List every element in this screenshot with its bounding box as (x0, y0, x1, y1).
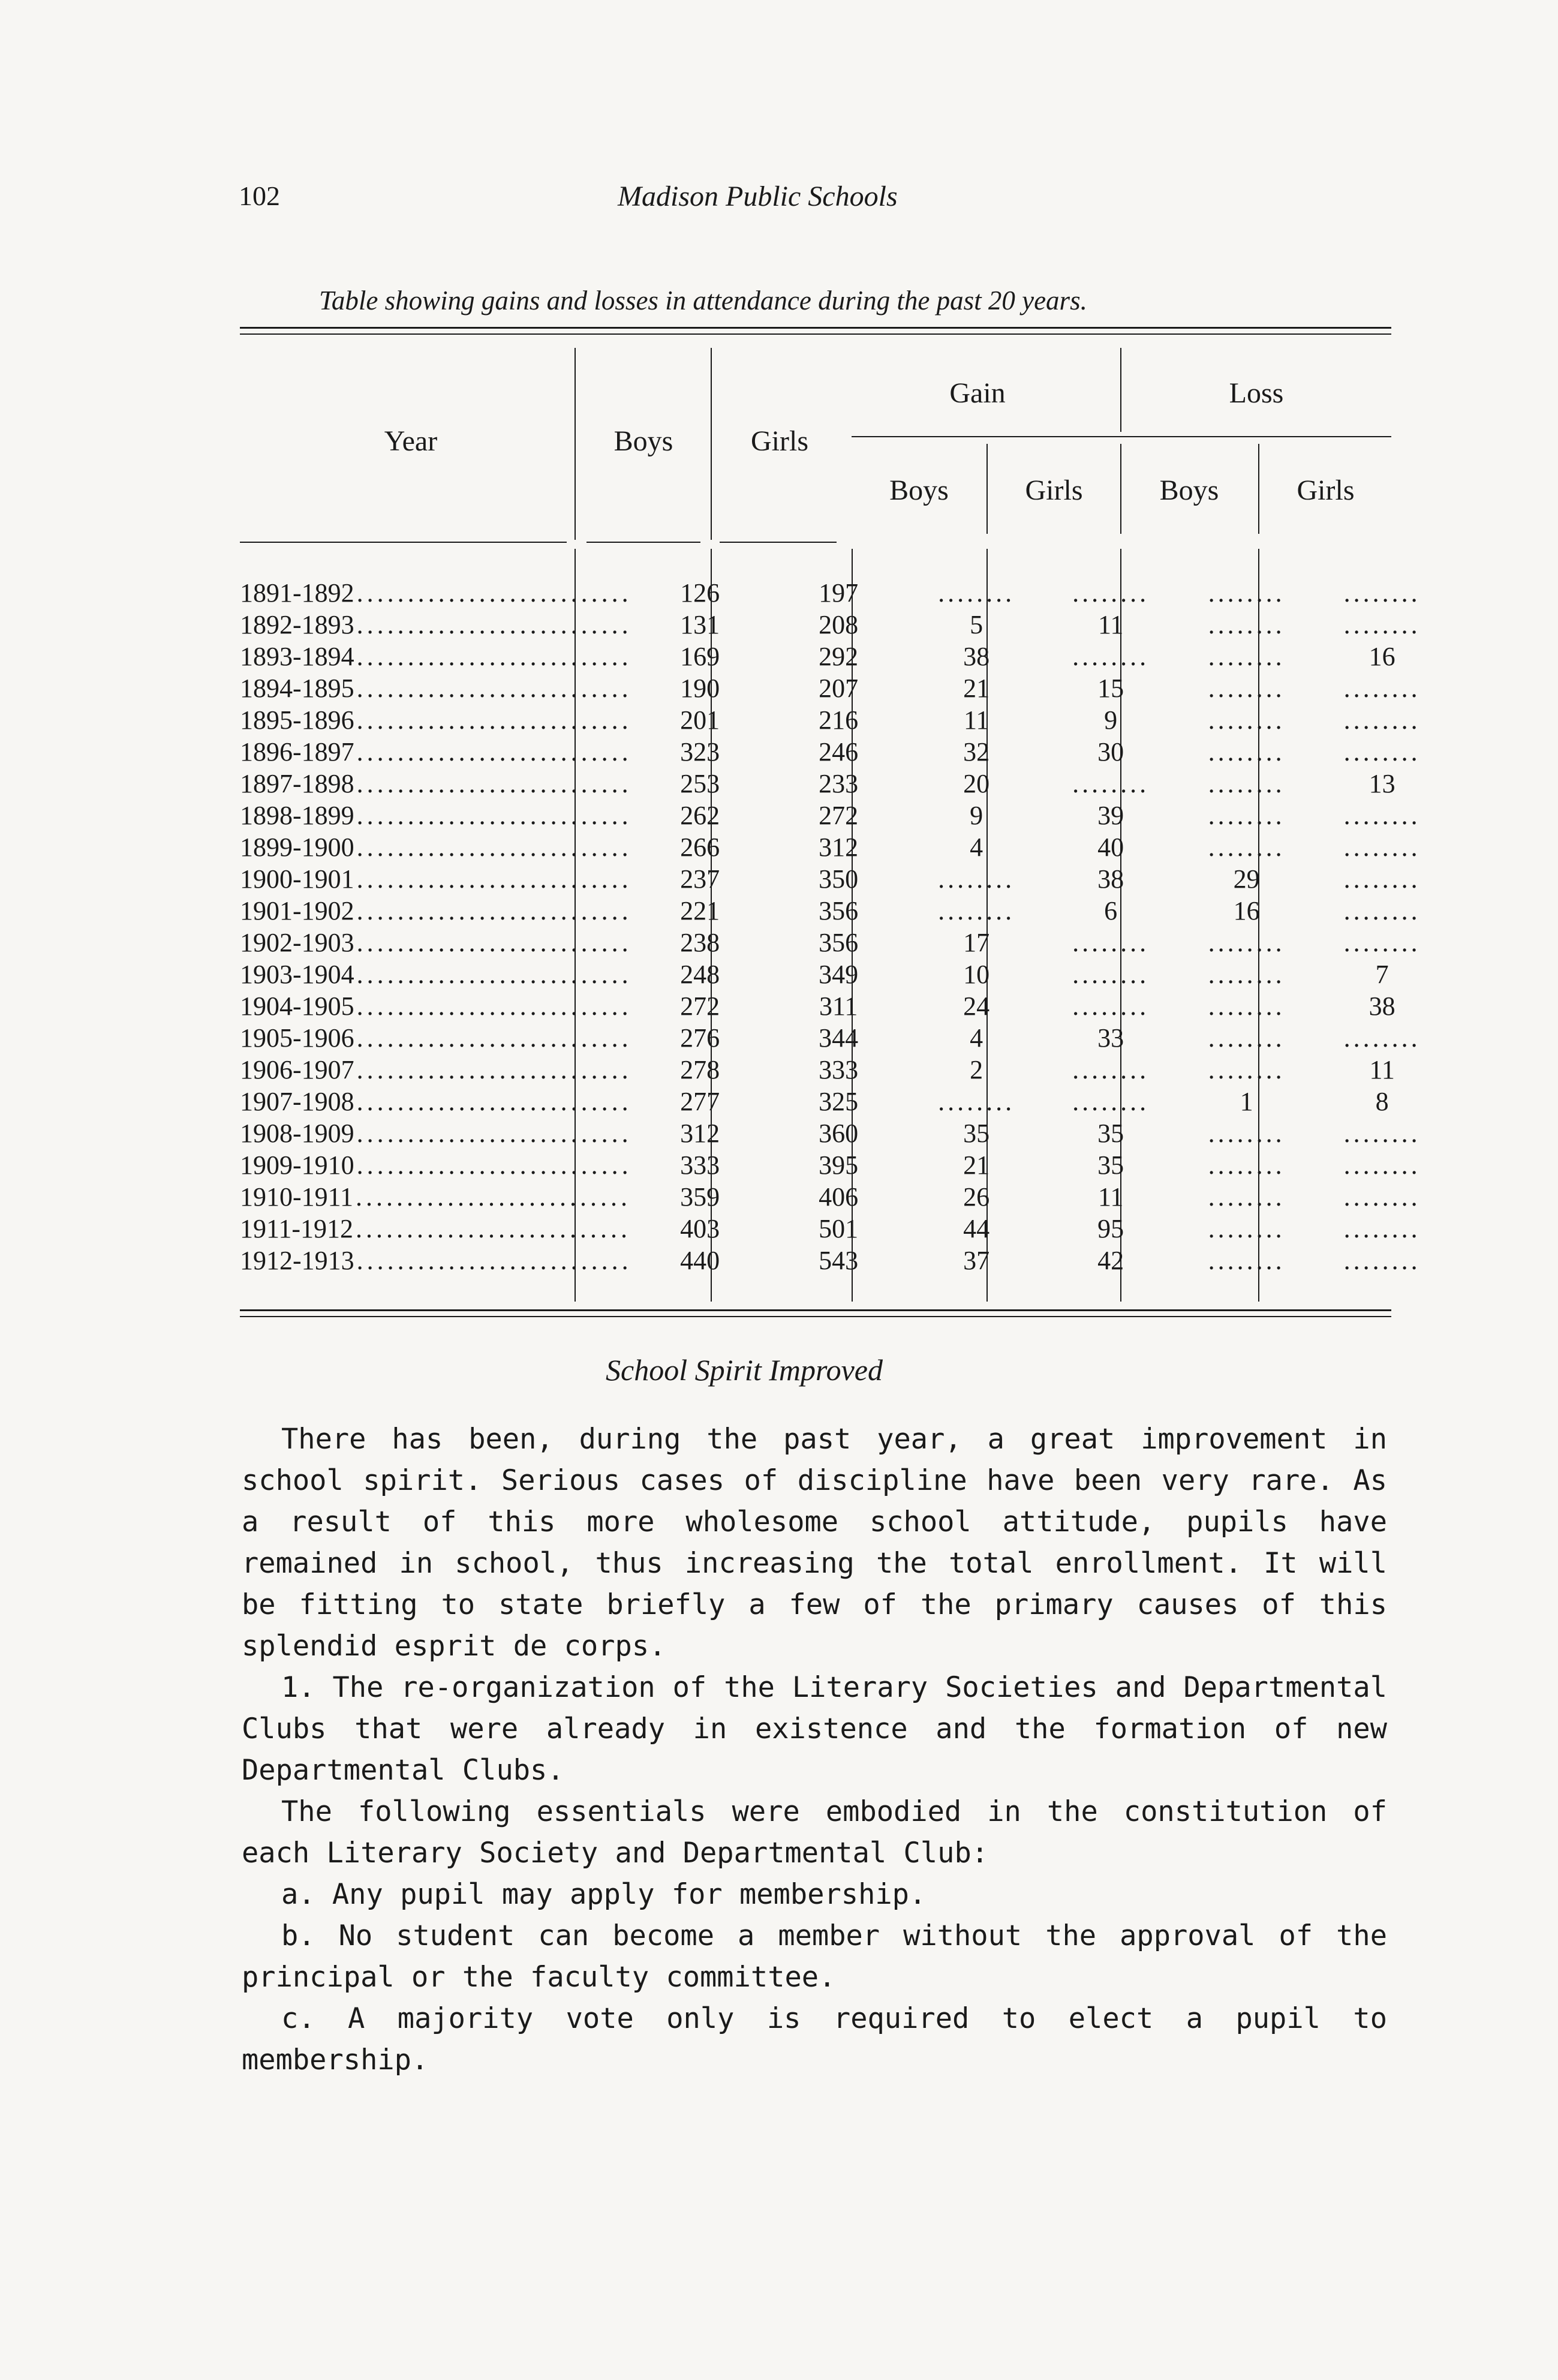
year-cell: 1910-1911........................... (240, 1182, 631, 1212)
table-row (240, 672, 1449, 704)
year-cell: 1912-1913........................... (240, 1246, 632, 1275)
year-cell: 1909-1910........................... (240, 1150, 632, 1180)
gain-girls-cell: 35 (1097, 1150, 1124, 1180)
year-label: 1892-1893 (240, 610, 357, 639)
gain-girls-cell: 42 (1097, 1246, 1124, 1275)
boys-cell: 169 (680, 642, 720, 671)
header-year: Year (384, 425, 438, 457)
girls-cell: 356 (819, 896, 859, 925)
header-gain-girls: Girls (1025, 474, 1083, 506)
empty-cell: ........ (1343, 1246, 1421, 1275)
empty-cell: ........ (1208, 960, 1285, 989)
empty-cell: ........ (938, 896, 1015, 925)
year-label: 1903-1904 (240, 960, 357, 989)
empty-cell: ........ (1208, 1150, 1285, 1180)
empty-cell: ........ (1208, 578, 1285, 608)
year-cell: 1898-1899........................... (240, 801, 632, 830)
gain-boys-cell: 9 (970, 801, 983, 830)
empty-cell: ........ (1343, 674, 1421, 703)
empty-cell: ........ (938, 578, 1015, 608)
table-row (240, 704, 1449, 736)
table-row (240, 1213, 1449, 1245)
boys-cell: 190 (680, 674, 720, 703)
table-row (240, 1117, 1449, 1149)
gain-boys-cell: 21 (963, 674, 990, 703)
divider (1258, 444, 1259, 534)
year-cell: 1892-1893........................... (240, 610, 632, 639)
page-number: 102 (239, 181, 280, 211)
year-label: 1911-1912 (240, 1214, 356, 1243)
boys-cell: 333 (680, 1150, 720, 1180)
gain-girls-cell: 39 (1097, 801, 1124, 830)
empty-cell: ........ (1343, 896, 1421, 925)
header-girls: Girls (751, 425, 808, 457)
gain-girls-cell: 38 (1097, 864, 1124, 894)
year-label: 1904-1905 (240, 991, 357, 1021)
gain-girls-cell: 9 (1104, 705, 1118, 735)
loss-girls-cell: 38 (1368, 991, 1395, 1021)
empty-cell: ........ (1072, 1087, 1150, 1116)
header-loss-girls: Girls (1297, 474, 1355, 506)
gain-boys-cell: 37 (963, 1246, 990, 1275)
gain-boys-cell: 5 (970, 610, 983, 639)
year-label: 1906-1907 (240, 1055, 357, 1084)
empty-cell: ........ (1208, 705, 1285, 735)
divider (986, 444, 988, 534)
boys-cell: 126 (680, 578, 720, 608)
gain-boys-cell: 17 (963, 928, 990, 957)
year-label: 1908-1909 (240, 1119, 357, 1148)
empty-cell: ........ (938, 864, 1015, 894)
header-loss-boys: Boys (1159, 474, 1219, 506)
paragraph: The following essentials were embodied in the constitution of each Literary Society and Departmental Club: (242, 1795, 1387, 1870)
empty-cell: ........ (1208, 991, 1285, 1021)
year-cell: 1903-1904........................... (240, 960, 632, 989)
year-label: 1909-1910 (240, 1150, 357, 1180)
boys-cell: 201 (680, 705, 720, 735)
boys-cell: 237 (680, 864, 720, 894)
girls-cell: 501 (819, 1214, 859, 1243)
table-row (240, 831, 1449, 863)
empty-cell: ........ (1343, 801, 1421, 830)
empty-cell: ........ (1072, 578, 1150, 608)
header-gain-boys: Boys (889, 474, 949, 506)
gain-girls-cell: 6 (1104, 896, 1118, 925)
running-title: Madison Public Schools (618, 181, 898, 212)
empty-cell: ........ (1343, 1214, 1421, 1243)
table-bottom-rule (240, 1309, 1391, 1311)
table-row (240, 1149, 1449, 1181)
boys-cell: 238 (680, 928, 720, 957)
year-label: 1902-1903 (240, 928, 357, 957)
year-cell: 1895-1896........................... (240, 705, 632, 735)
boys-cell: 323 (680, 737, 720, 767)
girls-cell: 333 (819, 1055, 859, 1084)
table-row (240, 1054, 1449, 1086)
empty-cell: ........ (1343, 737, 1421, 767)
boys-cell: 262 (680, 801, 720, 830)
empty-cell: ........ (1208, 769, 1285, 798)
empty-cell: ........ (1208, 1246, 1285, 1275)
year-cell: 1908-1909........................... (240, 1119, 632, 1148)
gain-boys-cell: 4 (970, 833, 983, 862)
list-item: a. Any pupil may apply for membership. (281, 1878, 927, 1911)
gain-boys-cell: 4 (970, 1023, 983, 1053)
list-item: c. A majority vote only is required to elect a pupil to membership. (242, 2002, 1387, 2077)
boys-cell: 272 (680, 991, 720, 1021)
boys-cell: 312 (680, 1119, 720, 1148)
divider (711, 348, 712, 540)
gain-boys-cell: 24 (963, 991, 990, 1021)
empty-cell: ........ (1072, 642, 1150, 671)
divider (852, 436, 1391, 437)
header-gain: Gain (949, 377, 1006, 409)
year-cell: 1905-1906........................... (240, 1023, 632, 1053)
year-cell: 1906-1907........................... (240, 1055, 632, 1084)
gain-girls-cell: 35 (1097, 1119, 1124, 1148)
divider (1120, 348, 1121, 432)
table-row (240, 609, 1449, 641)
year-label: 1901-1902 (240, 896, 357, 925)
year-cell: 1900-1901........................... (240, 864, 632, 894)
gain-girls-cell: 95 (1097, 1214, 1124, 1243)
year-label: 1907-1908 (240, 1087, 357, 1116)
girls-cell: 208 (819, 610, 859, 639)
table-row (240, 1022, 1449, 1054)
girls-cell: 312 (819, 833, 859, 862)
empty-cell: ........ (1072, 991, 1150, 1021)
empty-cell: ........ (1343, 1182, 1421, 1212)
header-boys: Boys (613, 425, 673, 457)
gain-boys-cell: 21 (963, 1150, 990, 1180)
empty-cell: ........ (1343, 610, 1421, 639)
paragraph: 1. The re-organization of the Literary Societies and Departmental Clubs that were already in existence and the formation of new Departmental Clubs. (242, 1671, 1387, 1787)
girls-cell: 197 (819, 578, 859, 608)
empty-cell: ........ (1208, 737, 1285, 767)
girls-cell: 356 (819, 928, 859, 957)
gain-boys-cell: 32 (963, 737, 990, 767)
year-cell: 1896-1897........................... (240, 737, 632, 767)
empty-cell: ........ (1343, 578, 1421, 608)
empty-cell: ........ (1343, 833, 1421, 862)
empty-cell: ........ (1208, 1182, 1285, 1212)
loss-girls-cell: 13 (1368, 769, 1395, 798)
empty-cell: ........ (1208, 610, 1285, 639)
table-row (240, 927, 1449, 958)
girls-cell: 292 (819, 642, 859, 671)
year-label: 1905-1906 (240, 1023, 357, 1053)
year-label: 1912-1913 (240, 1246, 357, 1275)
girls-cell: 207 (819, 674, 859, 703)
divider (1120, 444, 1121, 534)
empty-cell: ........ (1343, 1023, 1421, 1053)
year-label: 1895-1896 (240, 705, 357, 735)
empty-cell: ........ (1208, 1055, 1285, 1084)
girls-cell: 350 (819, 864, 859, 894)
loss-girls-cell: 8 (1375, 1087, 1389, 1116)
empty-cell: ........ (1208, 642, 1285, 671)
empty-cell: ........ (1072, 769, 1150, 798)
boys-cell: 440 (680, 1246, 720, 1275)
gain-boys-cell: 38 (963, 642, 990, 671)
year-label: 1898-1899 (240, 801, 357, 830)
girls-cell: 349 (819, 960, 859, 989)
year-cell: 1902-1903........................... (240, 928, 632, 957)
section-title: School Spirit Improved (606, 1353, 883, 1387)
table-row (240, 1086, 1449, 1117)
empty-cell: ........ (1343, 1150, 1421, 1180)
boys-cell: 277 (680, 1087, 720, 1116)
year-cell: 1897-1898........................... (240, 769, 632, 798)
gain-girls-cell: 40 (1097, 833, 1124, 862)
girls-cell: 360 (819, 1119, 859, 1148)
girls-cell: 344 (819, 1023, 859, 1053)
year-label: 1910-1911 (240, 1182, 356, 1212)
table-row (240, 768, 1449, 800)
girls-cell: 216 (819, 705, 859, 735)
boys-cell: 248 (680, 960, 720, 989)
empty-cell: ........ (1343, 1119, 1421, 1148)
boys-cell: 253 (680, 769, 720, 798)
year-label: 1897-1898 (240, 769, 357, 798)
girls-cell: 233 (819, 769, 859, 798)
empty-cell: ........ (1343, 705, 1421, 735)
gain-boys-cell: 11 (963, 705, 989, 735)
year-cell: 1901-1902........................... (240, 896, 632, 925)
gain-girls-cell: 30 (1097, 737, 1124, 767)
table-row (240, 958, 1449, 990)
empty-cell: ........ (1208, 1119, 1285, 1148)
loss-girls-cell: 7 (1375, 960, 1389, 989)
loss-girls-cell: 16 (1368, 642, 1395, 671)
table-row (240, 800, 1449, 831)
year-cell: 1894-1895........................... (240, 674, 632, 703)
gain-girls-cell: 33 (1097, 1023, 1124, 1053)
table-top-rule-inner (240, 333, 1391, 335)
header-underline (240, 542, 567, 543)
header-underline (586, 542, 700, 543)
girls-cell: 246 (819, 737, 859, 767)
year-cell: 1911-1912........................... (240, 1214, 631, 1243)
empty-cell: ........ (1208, 928, 1285, 957)
header-underline (720, 542, 837, 543)
girls-cell: 311 (819, 991, 858, 1021)
gain-boys-cell: 20 (963, 769, 990, 798)
boys-cell: 266 (680, 833, 720, 862)
boys-cell: 276 (680, 1023, 720, 1053)
table-row (240, 895, 1449, 927)
boys-cell: 403 (680, 1214, 720, 1243)
section-body (242, 1419, 1387, 2081)
year-label: 1894-1895 (240, 674, 357, 703)
list-item: b. No student can become a member without the approval of the principal or the faculty committee. (242, 1919, 1387, 1994)
table-row (240, 1181, 1449, 1213)
empty-cell: ........ (1208, 1214, 1285, 1243)
table-caption: Table showing gains and losses in attendance during the past 20 years. (319, 286, 1087, 315)
table-bottom-rule-inner (240, 1316, 1391, 1317)
empty-cell: ........ (1072, 960, 1150, 989)
empty-cell: ........ (1208, 674, 1285, 703)
girls-cell: 272 (819, 801, 859, 830)
table-row (240, 990, 1449, 1022)
girls-cell: 325 (819, 1087, 859, 1116)
divider (575, 348, 576, 540)
gain-boys-cell: 10 (963, 960, 990, 989)
boys-cell: 359 (680, 1182, 720, 1212)
empty-cell: ........ (1208, 1023, 1285, 1053)
year-cell: 1907-1908........................... (240, 1087, 632, 1116)
empty-cell: ........ (938, 1087, 1015, 1116)
header-loss: Loss (1229, 377, 1284, 409)
gain-boys-cell: 2 (970, 1055, 983, 1084)
empty-cell: ........ (1072, 1055, 1150, 1084)
table-row (240, 641, 1449, 672)
year-cell: 1904-1905........................... (240, 991, 632, 1021)
year-cell: 1899-1900........................... (240, 833, 632, 862)
loss-girls-cell: 11 (1369, 1055, 1395, 1084)
year-cell: 1891-1892........................... (240, 578, 632, 608)
empty-cell: ........ (1208, 801, 1285, 830)
year-label: 1893-1894 (240, 642, 357, 671)
gain-boys-cell: 35 (963, 1119, 990, 1148)
table-top-rule (240, 327, 1391, 329)
loss-boys-cell: 1 (1240, 1087, 1253, 1116)
attendance-table (240, 577, 1449, 1276)
boys-cell: 221 (680, 896, 720, 925)
boys-cell: 131 (680, 610, 720, 639)
year-cell: 1893-1894........................... (240, 642, 632, 671)
girls-cell: 406 (819, 1182, 859, 1212)
year-label: 1896-1897 (240, 737, 357, 767)
gain-boys-cell: 26 (963, 1182, 990, 1212)
gain-girls-cell: 11 (1097, 610, 1124, 639)
gain-boys-cell: 44 (963, 1214, 990, 1243)
empty-cell: ........ (1343, 864, 1421, 894)
gain-girls-cell: 11 (1097, 1182, 1124, 1212)
girls-cell: 543 (819, 1246, 859, 1275)
girls-cell: 395 (819, 1150, 859, 1180)
table-row (240, 1245, 1449, 1276)
loss-boys-cell: 29 (1233, 864, 1260, 894)
year-label: 1891-1892 (240, 578, 357, 608)
empty-cell: ........ (1072, 928, 1150, 957)
year-label: 1900-1901 (240, 864, 357, 894)
empty-cell: ........ (1343, 928, 1421, 957)
loss-boys-cell: 16 (1233, 896, 1260, 925)
paragraph: There has been, during the past year, a great improvement in school spirit. Serious cases of discipline have been very rare. As a result of this more wholesome school attitude, pupils have remained in school, thus increasing the total enrollment. It will be fitting to state briefly a few of the primary causes of this splendid esprit de corps. (242, 1423, 1387, 1663)
empty-cell: ........ (1208, 833, 1285, 862)
table-row (240, 577, 1449, 609)
table-row (240, 863, 1449, 895)
gain-girls-cell: 15 (1097, 674, 1124, 703)
table-row (240, 736, 1449, 768)
year-label: 1899-1900 (240, 833, 357, 862)
boys-cell: 278 (680, 1055, 720, 1084)
